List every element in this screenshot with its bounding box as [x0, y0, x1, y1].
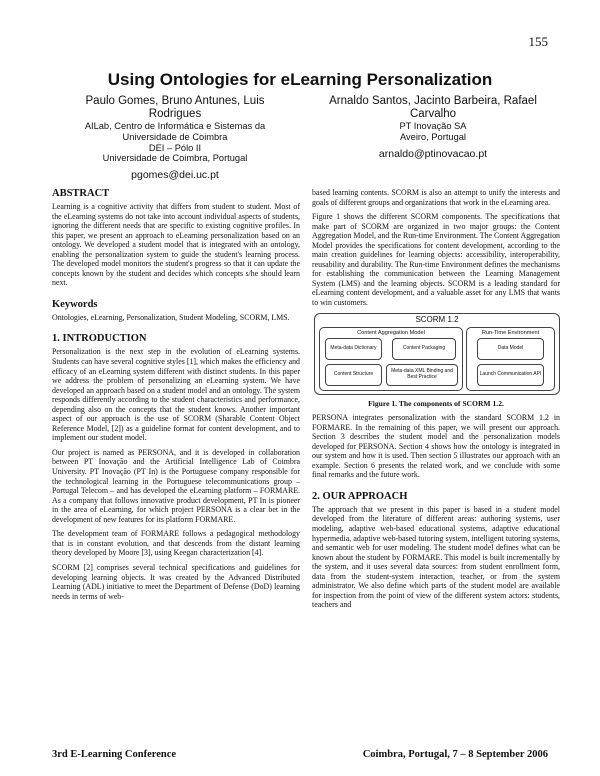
group-label: Run-Time Environment: [481, 329, 540, 336]
authors-left-block: [60, 95, 290, 181]
intro-paragraph: Our project is named as PERSONA, and it is developed in collaboration between PT Inovação and the Artificial Intelligence Lab of Coimbra University. PT Inovação (PT In) is the Portuguese company responsible for the technological learning in the Portuguese telecommunications group – Portugal Telecom – and has developed the eLearning platform – FORMARE. As a company that follows innovative product development, PT In is pioneer in the area of eLearning, for which project PERSONA is a clear bet in the development of new features for its platform FORMARE.: [52, 447, 300, 524]
paper-title: Using Ontologies for eLearning Personalization: [107, 70, 493, 89]
author-names: Arnaldo Santos, Jacinto Barbeira, Rafael Carvalho: [329, 95, 537, 120]
right-column: [312, 188, 560, 615]
intro-paragraph: Personalization is the next step in the evolution of eLearning systems. Students can have several cognitive styles [1], which makes the efficiency and efficacy of an eLearning system different with distinct students. In this paper we address the problem of personalizing an eLearning system. We have developed an approach based on a student model and an ontology. The system responds differently according to the student characteristics and performance, depending also on the concepts that the student knows. Another important aspect of our approach is the use of SCORM (Sharable Content Object Reference Model, [2]) as a guideline format for content development, and to implement our student model.: [52, 347, 300, 443]
keywords-text: Ontologies, eLearning, Personalization, Student Modeling, SCORM, LMS.: [52, 312, 290, 322]
affiliation-line: DEI – Pólo II: [148, 142, 202, 153]
run-time-environment-group: [466, 327, 555, 391]
page-number: 155: [528, 34, 548, 49]
authors-right-block: [318, 95, 548, 160]
affiliation-line: Universidade de Coimbra: [122, 131, 228, 142]
approach-heading: 2. OUR APPROACH: [312, 490, 408, 502]
abstract-heading: ABSTRACT: [52, 188, 110, 199]
author-email: pgomes@dei.uc.pt: [131, 169, 219, 182]
affiliation-line: PT Inovação SA: [399, 121, 467, 131]
author-names: Paulo Gomes, Bruno Antunes, Luis Rodrigues: [85, 95, 265, 120]
approach-text: The approach that we present in this paper is based in a student model developed from the literature of different areas: authoring systems, user modeling, adaptive web-based educational systems, adaptive educational hypermedia, adaptive web-based tutoring system, intelligent tutoring systems, and semantic web for user modeling. The student model defines what can be known about the student by FORMARE. This model is built incrementally by the system, and it uses several data sources: from student enrollment form, data from the student-system interaction, teacher, or from the system administrator. We also define which parts of the student model are available for inspection from the point of view of the different system actors: students, teachers and: [312, 504, 560, 610]
figure-box: Meta-data Dictionary: [325, 338, 382, 360]
figure-box: Meta-data XML Binding and Best Practice: [386, 364, 458, 386]
footer-location-date: Coimbra, Portugal, 7 – 8 September 2006: [362, 749, 548, 760]
figure-title: SCORM 1.2: [415, 314, 459, 324]
author-email: arnaldo@ptinovacao.pt: [378, 147, 488, 160]
body-paragraph: Figure 1 shows the different SCORM components. The specifications that make part of SCORM are organized in two major groups: the Content Aggregation Model, and the Run-time Environment. The Content Aggregation Model provides the specifications for content development, according to the main creation guidelines for learning objects: accessibility, interoperability, reusability and durability. The Run-time Environment defines the mechanisms for establishing the communication between the Learning Management System (LMS) and the learning objects. SCORM is a leading standard for eLearning content development, and a valuable asset for any LMS that wants to win customers.: [312, 212, 560, 308]
affiliation-line: AILab, Centro de Informática e Sistemas da: [84, 121, 266, 131]
body-paragraph: PERSONA integrates personalization with the standard SCORM 1.2 in FORMARE. In the remaining of this paper, we will present our approach. Section 3 describes the student model and the personalization models developed for PERSONA. Section 4 shows how the ontology is integrated in our system and how it is used. Then section 5 illustrates our approach with an example. Section 6 presents the related work, and we conclude with some final remarks and the future work.: [312, 413, 560, 480]
left-column: [52, 188, 300, 606]
content-aggregation-model-group: [319, 327, 463, 391]
figure-caption: Figure 1. The components of SCORM 1.2.: [368, 398, 504, 408]
abstract-text: Learning is a cognitive activity that differs from student to student. Most of the eLearning systems do not take into account individual aspects of students, ignoring the different needs that are specific to existing cognitive profiles. In this paper, we present an approach to eLearning personalization based on an ontology. We developed a student model that is integrated with an ontology, enabling the personalization system to guide the student's learning process. The developed model monitors the student's progress so that it can update the concepts known by the student and decides which concepts s/he should learn next.: [52, 202, 300, 288]
intro-paragraph: SCORM [2] comprises several technical specifications and guidelines for developing learning objects. It was created by the Advanced Distributed Learning (ADL) initiative to meet the Department of Defense (DoD) learning needs in terms of web-: [52, 562, 300, 601]
group-label: Content Aggregation Model: [357, 329, 425, 336]
figure-box: Content Packaging: [392, 338, 456, 360]
footer-conference: 3rd E-Learning Conference: [52, 749, 177, 760]
keywords-heading: Keywords: [52, 298, 98, 310]
affiliation-line: Universidade de Coimbra, Portugal: [102, 153, 248, 164]
figure-box: Launch Communication API: [477, 364, 544, 386]
intro-paragraph: The development team of FORMARE follows a pedagogical methodology that is in constant evolution, and that descends from the distant learning theory developed by Moore [3], using Keegan characterization [4].: [52, 529, 300, 558]
introduction-heading: 1. INTRODUCTION: [52, 333, 147, 345]
figure-box: Data Model: [477, 338, 544, 360]
scorm-figure: [314, 313, 560, 395]
body-paragraph: based learning contents. SCORM is also an attempt to unify the interests and goals of different groups and organizations that work in the eLearning area.: [312, 188, 560, 207]
figure-box: Content Structure: [325, 364, 382, 386]
affiliation-line: Aveiro, Portugal: [400, 131, 466, 142]
